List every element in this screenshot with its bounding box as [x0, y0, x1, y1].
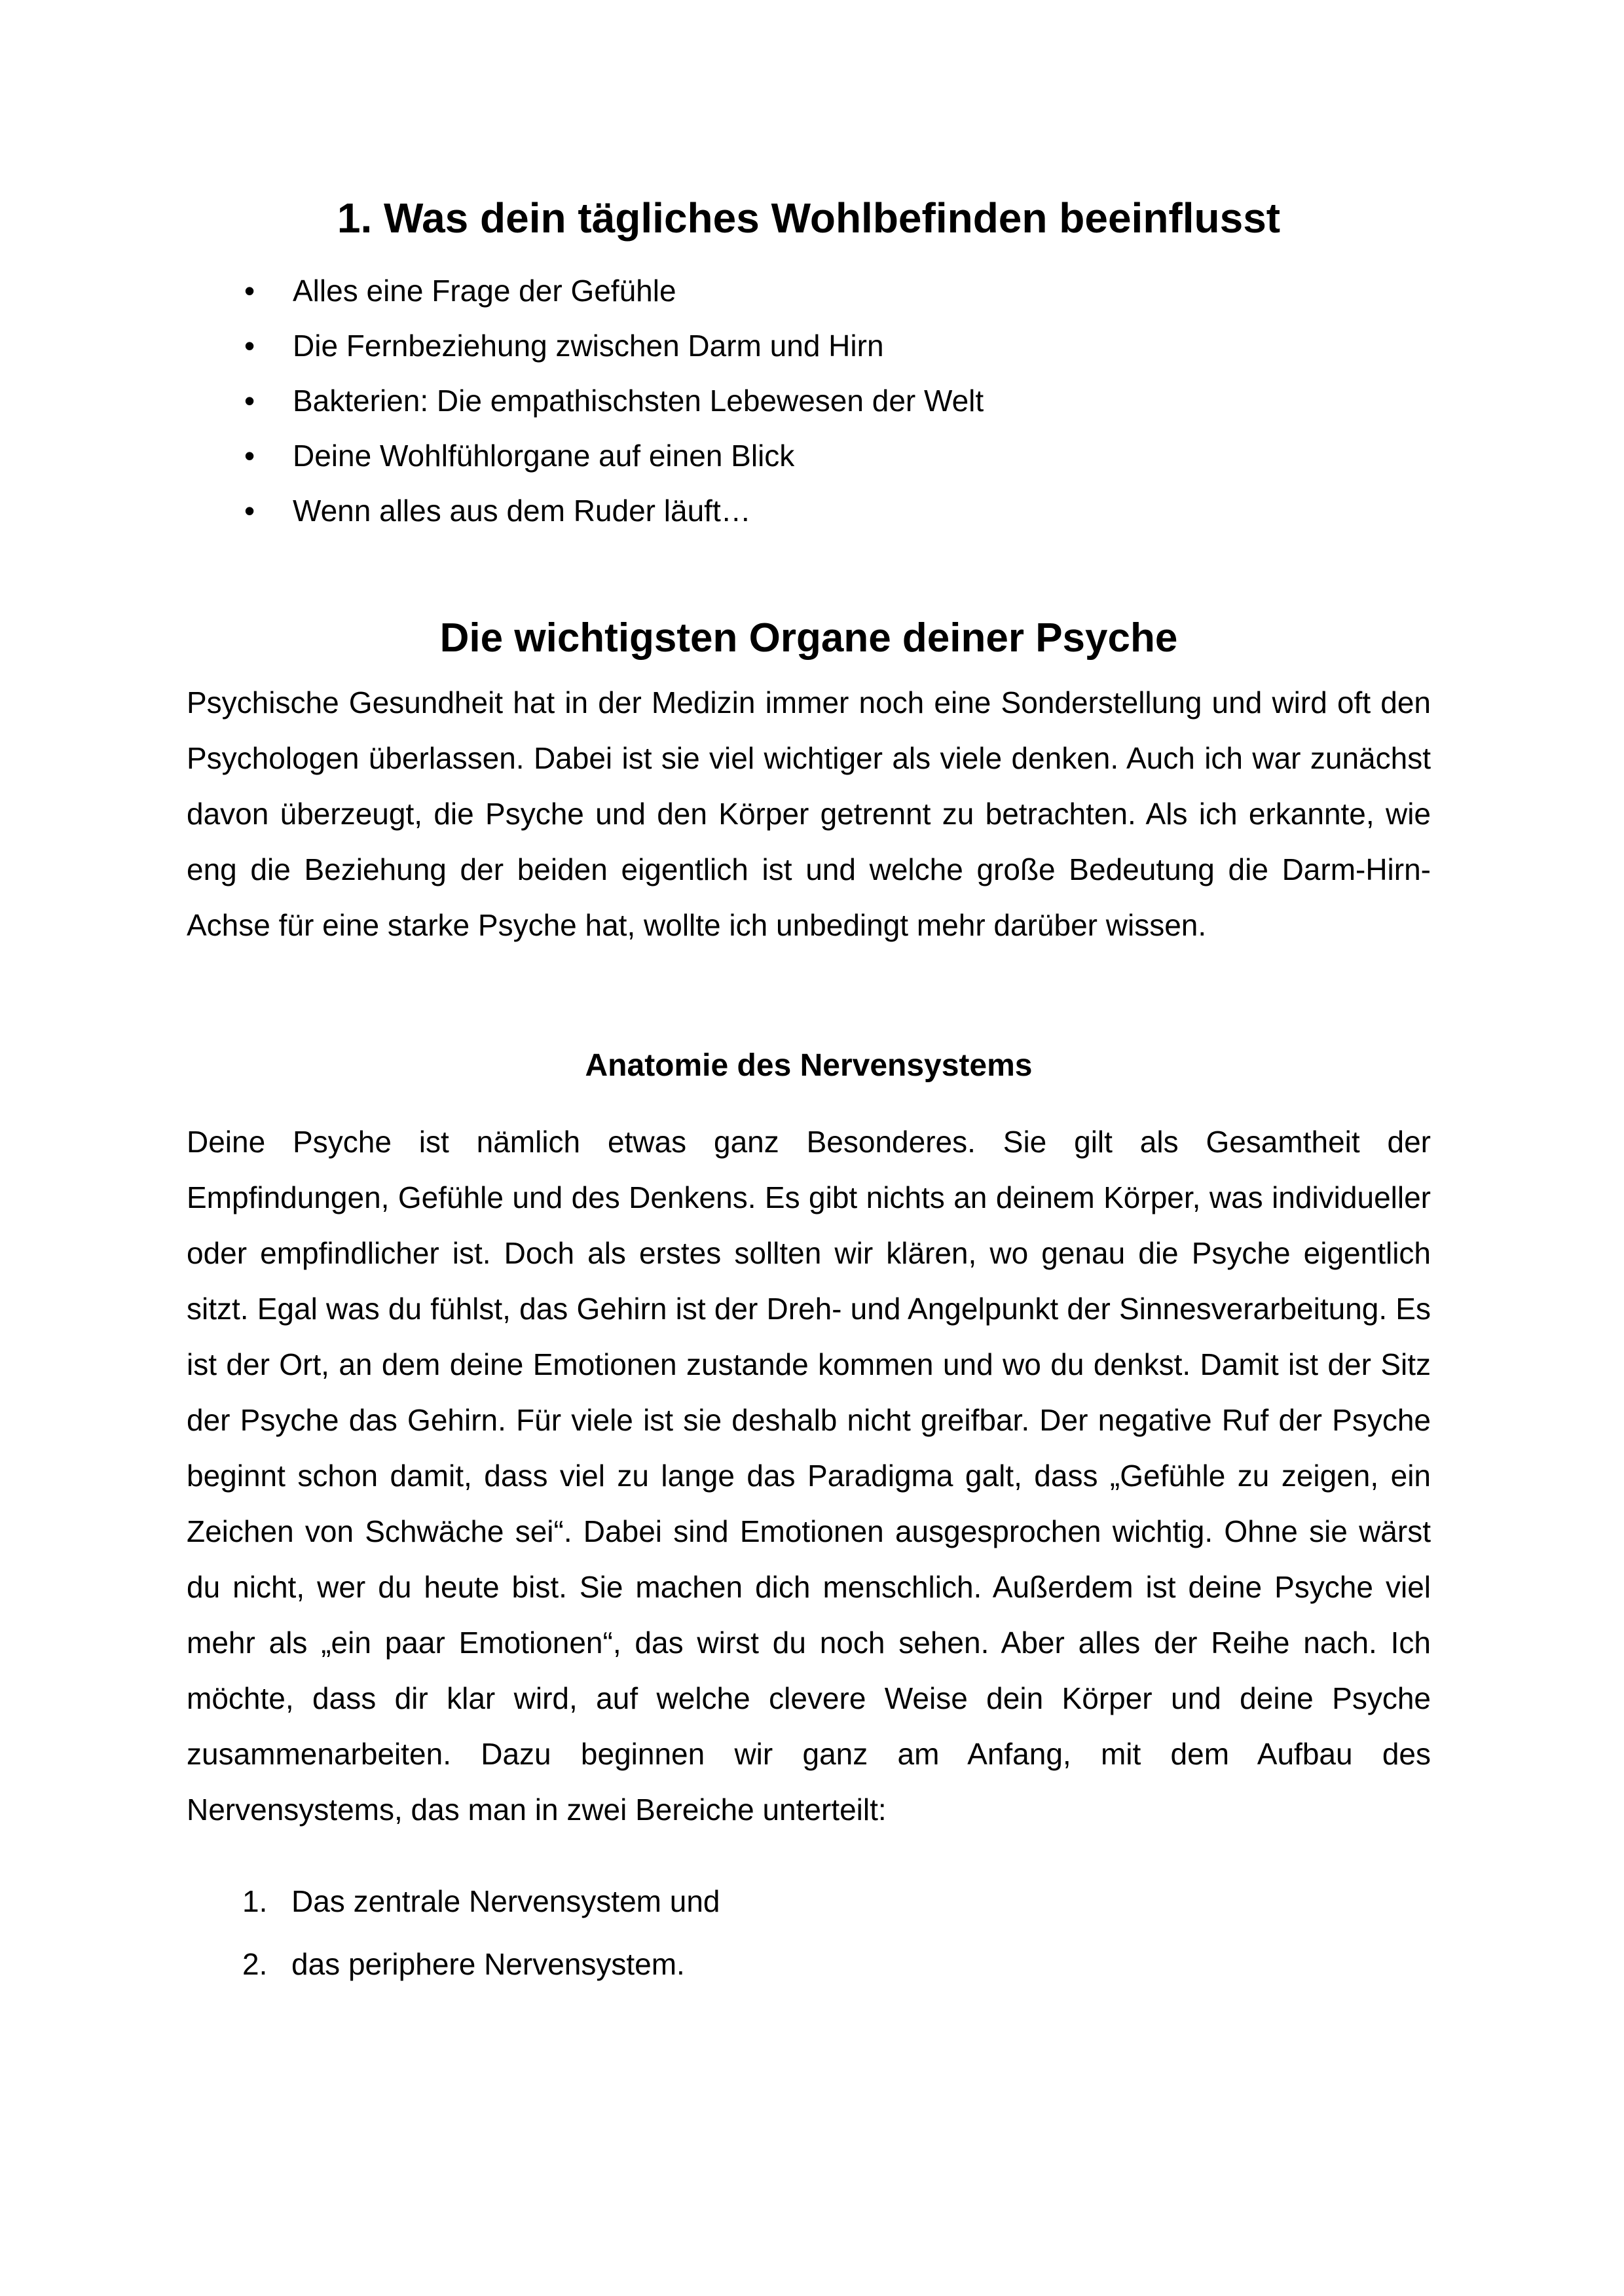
- list-number: 2.: [242, 1947, 268, 1981]
- bullet-marker-icon: •: [244, 274, 255, 308]
- list-item: [187, 263, 1431, 318]
- list-item: [187, 318, 1431, 373]
- body-paragraph: Psychische Gesundheit hat in der Medizin immer noch eine Sonderstellung und wird oft den Psychologen überlassen. Dabei ist sie viel wichtiger als viele denken. Auch ich war zunächst davon überzeugt, die Psyche und den Körper getrennt zu betrachten. Als ich erkannte, wie eng die Beziehung der beiden eigentlich ist und welche große Bedeutung die Darm-Hirn-Achse für eine starke Psyche hat, wollte ich unbedingt mehr darüber wissen.: [187, 685, 1431, 942]
- list-item: [187, 373, 1431, 428]
- section-heading: Die wichtigsten Organe deiner Psyche: [439, 615, 1178, 661]
- list-item-text: Deine Wohlfühlorgane auf einen Blick: [293, 439, 795, 473]
- list-item-text: Das zentrale Nervensystem und: [291, 1884, 720, 1918]
- bullet-marker-icon: •: [244, 494, 255, 528]
- body-paragraph: Deine Psyche ist nämlich etwas ganz Besonderes. Sie gilt als Gesamtheit der Empfindungen, Gefühle und des Denkens. Es gibt nichts an deinem Körper, was individueller oder empfindlicher ist. Doch als erstes sollten wir klären, wo genau die Psyche eigentlich sitzt. Egal was du fühlst, das Gehirn ist der Dreh- und Angelpunkt der Sinnesverarbeitung. Es ist der Ort, an dem deine Emotionen zustande kommen und wo du denkst. Damit ist der Sitz der Psyche das Gehirn. Für viele ist sie deshalb nicht greifbar. Der negative Ruf der Psyche beginnt schon damit, dass viel zu lange das Paradigma galt, dass „Gefühle zu zeigen, ein Zeichen von Schwäche sei“. Dabei sind Emotionen ausgesprochen wichtig. Ohne sie wärst du nicht, wer du heute bist. Sie machen dich menschlich. Außerdem ist deine Psyche viel mehr als „ein paar Emotionen“, das wirst du noch sehen. Aber alles der Reihe nach. Ich möchte, dass dir klar wird, auf welche clevere Weise dein Körper und deine Psyche zusammenarbeiten. Dazu beginnen wir ganz am Anfang, mit dem Aufbau des Nervensystems, das man in zwei Bereiche unterteilt:: [187, 1125, 1431, 1827]
- list-item-text: Bakterien: Die empathischsten Lebewesen der Welt: [293, 384, 984, 418]
- list-number: 1.: [242, 1884, 268, 1918]
- bullet-marker-icon: •: [244, 439, 255, 473]
- list-item-text: Die Fernbeziehung zwischen Darm und Hirn: [293, 329, 884, 363]
- list-item: [187, 483, 1431, 538]
- list-item: [187, 428, 1431, 483]
- bullet-marker-icon: •: [244, 384, 255, 418]
- sub-heading: Anatomie des Nervensystems: [585, 1048, 1033, 1083]
- chapter-title: 1. Was dein tägliches Wohlbefinden beeinflusst: [337, 194, 1281, 242]
- numbered-list-item: [187, 1937, 1431, 1992]
- chapter-overview-list: [187, 263, 1431, 538]
- list-item-text: Wenn alles aus dem Ruder läuft…: [293, 494, 751, 528]
- list-item-text: Alles eine Frage der Gefühle: [293, 274, 676, 308]
- nervous-system-list: [187, 1874, 1431, 1992]
- numbered-list-item: [187, 1874, 1431, 1929]
- bullet-marker-icon: •: [244, 329, 255, 363]
- list-item-text: das periphere Nervensystem.: [291, 1947, 685, 1981]
